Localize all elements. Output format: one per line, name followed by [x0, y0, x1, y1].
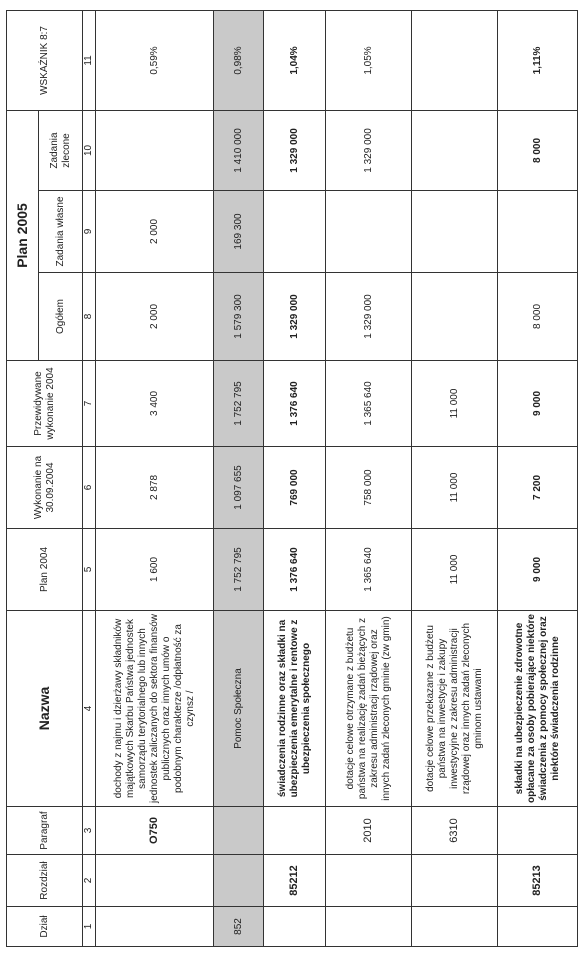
cell-nazwa: świadczenia rodzinne oraz składki na ubezpieczenia emerytalne i rentowe z ubezpieczenia społecznego: [264, 611, 326, 807]
column-number: 3: [83, 807, 96, 855]
cell-wskaznik: 1,04%: [264, 10, 326, 110]
cell-ogolem: 1 329 000: [326, 273, 412, 361]
cell-przewidywane: 3 400: [96, 361, 214, 447]
header-zadania-wlasne: Zadania własne: [39, 191, 83, 273]
cell-rozdzial: [326, 855, 412, 907]
header-plan2004: Plan 2004: [7, 529, 83, 611]
cell-przewidywane: 1 365 640: [326, 361, 412, 447]
header-rozdzial: Rozdział: [7, 855, 83, 907]
column-number: 2: [83, 855, 96, 907]
cell-wykonanie: 769 000: [264, 447, 326, 529]
column-number: 8: [83, 273, 96, 361]
header-ogolem: Ogółem: [39, 273, 83, 361]
column-number: 4: [83, 611, 96, 807]
cell-dzial: [96, 907, 214, 947]
table-row: [498, 10, 578, 946]
cell-wskaznik: 1,05%: [326, 10, 412, 110]
header-row-1: [7, 10, 39, 946]
cell-wskaznik: 0,98%: [214, 10, 264, 110]
cell-dzial: 852: [214, 907, 264, 947]
cell-rozdzial: 85212: [264, 855, 326, 907]
cell-dzial: [498, 907, 578, 947]
cell-przewidywane: 11 000: [412, 361, 498, 447]
table-row: [96, 10, 214, 946]
column-number: 5: [83, 529, 96, 611]
header-dzial: Dział: [7, 907, 83, 947]
cell-plan2004: 9 000: [498, 529, 578, 611]
cell-nazwa: składki na ubezpieczenie zdrowotne opłacane za osoby pobierające niektóre świadczenia z pomocy społecznej oraz niektóre świadczenia rodzinne: [498, 611, 578, 807]
header-wskaznik: WSKAŹNIK 8:7: [7, 10, 83, 110]
cell-plan2004: 1 365 640: [326, 529, 412, 611]
cell-nazwa: dotacje celowe przekazane z budżetu państwa na inwestycje i zakupy inwestycyjne z zakresu administracji rządowej oraz innych zadań zleconych gminom ustawami: [412, 611, 498, 807]
cell-wlasne: 2 000: [96, 191, 214, 273]
cell-nazwa: Pomoc Społeczna: [214, 611, 264, 807]
cell-dzial: [326, 907, 412, 947]
cell-zlecone: 8 000: [498, 110, 578, 190]
cell-nazwa: dotacje celowe otrzymane z budżetu państwa na realizację zadań bieżących z zakresu administracji rządowej oraz innych zadań zleconych gminie (zw gmin): [326, 611, 412, 807]
cell-paragraf: [264, 807, 326, 855]
cell-ogolem: [412, 273, 498, 361]
header-paragraf: Paragraf: [7, 807, 83, 855]
cell-zlecone: 1 329 000: [326, 110, 412, 190]
table-row: [412, 10, 498, 946]
column-number: 6: [83, 447, 96, 529]
column-number: 7: [83, 361, 96, 447]
cell-dzial: [412, 907, 498, 947]
cell-paragraf: O750: [96, 807, 214, 855]
budget-table: [6, 10, 578, 947]
header-wykonanie: Wykonanie na 30.09.2004: [7, 447, 83, 529]
table-row: [264, 10, 326, 946]
cell-plan2004: 1 752 795: [214, 529, 264, 611]
column-number: 11: [83, 10, 96, 110]
cell-nazwa: dochody z najmu i dzierżawy składników majątkowych Skarbu Państwa jednostek samorządu terytorialnego lub innych jednostek zaliczanych do sektora finansów publicznych oraz innych umów o podobnym charakterze /odpłatność za czynsz /: [96, 611, 214, 807]
header-plan2005: Plan 2005: [7, 110, 39, 360]
cell-ogolem: 2 000: [96, 273, 214, 361]
cell-wykonanie: 1 097 655: [214, 447, 264, 529]
cell-wlasne: [412, 191, 498, 273]
cell-plan2004: 11 000: [412, 529, 498, 611]
cell-wykonanie: 7 200: [498, 447, 578, 529]
cell-wykonanie: 11 000: [412, 447, 498, 529]
cell-zlecone: [412, 110, 498, 190]
header-nazwa: Nazwa: [7, 611, 83, 807]
cell-plan2004: 1 600: [96, 529, 214, 611]
cell-ogolem: 1 579 300: [214, 273, 264, 361]
cell-rozdzial: [214, 855, 264, 907]
column-number: 1: [83, 907, 96, 947]
cell-paragraf: [214, 807, 264, 855]
cell-rozdzial: [96, 855, 214, 907]
header-przewidywane: Przewidywane wykonanie 2004: [7, 361, 83, 447]
cell-zlecone: 1 410 000: [214, 110, 264, 190]
column-number-row: [83, 10, 96, 946]
cell-ogolem: 1 329 000: [264, 273, 326, 361]
column-number: 10: [83, 110, 96, 190]
cell-przewidywane: 9 000: [498, 361, 578, 447]
cell-plan2004: 1 376 640: [264, 529, 326, 611]
cell-przewidywane: 1 376 640: [264, 361, 326, 447]
cell-wskaznik: 0,59%: [96, 10, 214, 110]
cell-ogolem: 8 000: [498, 273, 578, 361]
cell-wlasne: [326, 191, 412, 273]
cell-paragraf: 6310: [412, 807, 498, 855]
cell-wskaznik: 1,11%: [498, 10, 578, 110]
cell-zlecone: [96, 110, 214, 190]
cell-przewidywane: 1 752 795: [214, 361, 264, 447]
cell-paragraf: [498, 807, 578, 855]
column-number: 9: [83, 191, 96, 273]
cell-wykonanie: 2 878: [96, 447, 214, 529]
cell-paragraf: 2010: [326, 807, 412, 855]
cell-wlasne: [264, 191, 326, 273]
cell-rozdzial: 85213: [498, 855, 578, 907]
cell-wskaznik: [412, 10, 498, 110]
cell-dzial: [264, 907, 326, 947]
cell-zlecone: 1 329 000: [264, 110, 326, 190]
table-row: [214, 10, 264, 946]
cell-wykonanie: 758 000: [326, 447, 412, 529]
table-row: [326, 10, 412, 946]
cell-rozdzial: [412, 855, 498, 907]
cell-wlasne: [498, 191, 578, 273]
header-zadania-zlecone: Zadania zlecone: [39, 110, 83, 190]
cell-wlasne: 169 300: [214, 191, 264, 273]
